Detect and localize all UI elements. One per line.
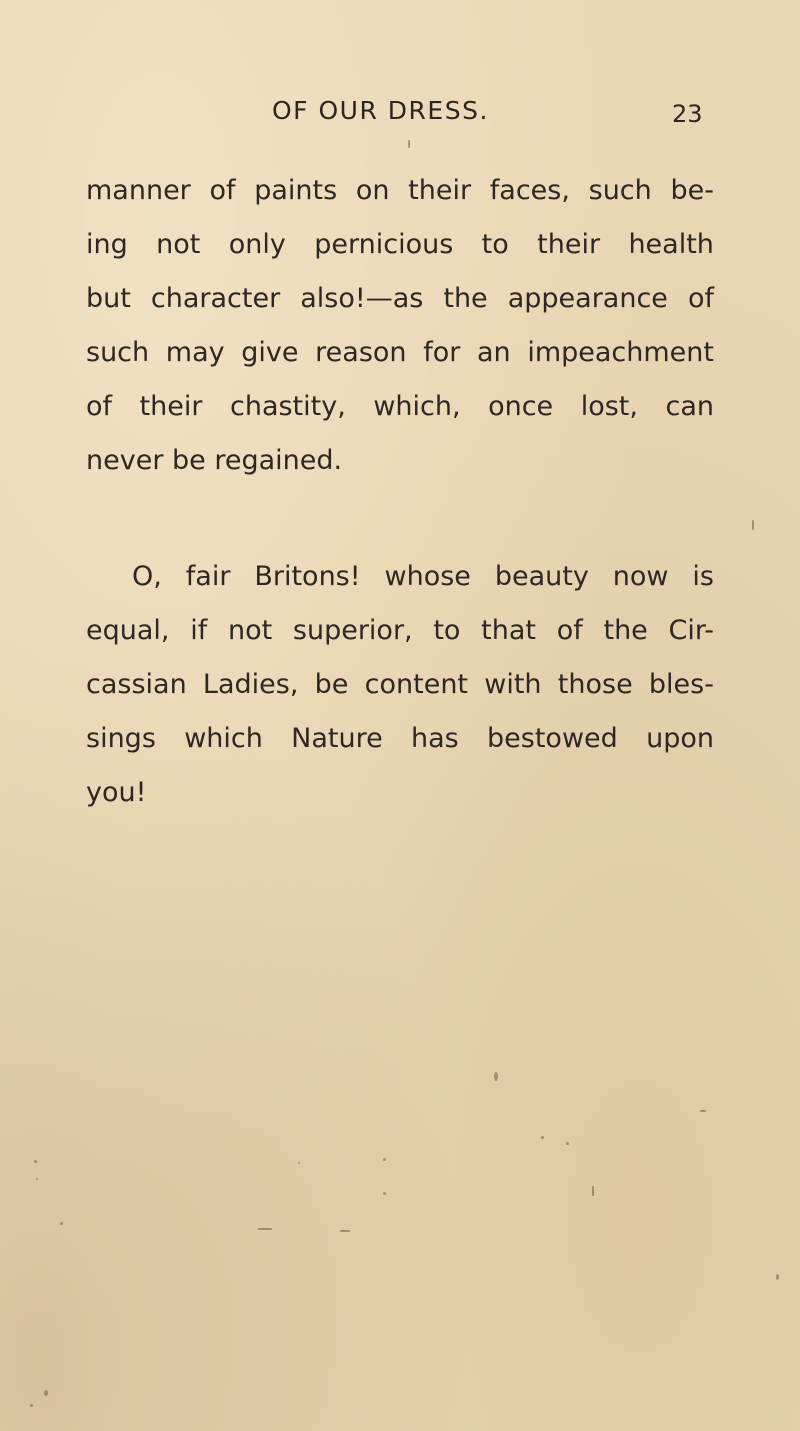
word: appearance [507,283,668,314]
word: manner [86,175,191,206]
paper-speck [30,1404,33,1407]
word: fair [185,561,231,592]
word: cassian [86,669,187,700]
text-line: never be regained. [86,445,343,476]
running-head [0,96,800,136]
word: be [314,669,349,700]
word: also!—as [300,283,424,314]
word: faces, [489,175,570,206]
word: but [86,283,131,314]
word: not [156,229,201,260]
word: that [481,615,537,646]
text-line [86,380,714,434]
word: O, [132,561,162,592]
word: which, [373,391,461,422]
word: to [481,229,509,260]
word: which [184,723,263,754]
paragraph-2 [86,550,714,820]
text-line [86,164,714,218]
text-line [86,272,714,326]
word: equal, [86,615,170,646]
paper-speck [258,1228,272,1230]
paragraph-gap [86,488,714,550]
word: their [408,175,472,206]
paper-speck [36,1178,38,1180]
text-line [86,604,714,658]
word: can [665,391,714,422]
word: only [228,229,286,260]
word: those [557,669,633,700]
paragraph-1 [86,164,714,488]
word: may [165,337,225,368]
word: Cir- [668,615,714,646]
paper-speck [44,1390,48,1396]
word: bles- [648,669,714,700]
paper-speck [60,1222,63,1225]
word: whose [384,561,471,592]
word: beauty [494,561,589,592]
word: if [190,615,208,646]
word: reason [315,337,407,368]
word: content [364,669,469,700]
word: for [423,337,461,368]
word: such [86,337,150,368]
word: superior, [292,615,413,646]
word: their [537,229,601,260]
text-line [86,550,714,604]
word: the [443,283,488,314]
paper-speck [340,1230,350,1232]
text-line [86,218,714,272]
paper-speck [298,1162,300,1164]
word: chastity, [229,391,346,422]
word: on [355,175,390,206]
word: once [488,391,554,422]
word: ing [86,229,128,260]
word: pernicious [314,229,454,260]
word: health [628,229,714,260]
word: be- [670,175,714,206]
text-line [86,326,714,380]
word: Nature [291,723,383,754]
paper-speck [752,520,754,530]
running-title: OF OUR DRESS. [272,96,489,125]
paper-speck [34,1160,37,1163]
paper-speck [494,1072,498,1081]
word: bestowed [487,723,618,754]
text-line [86,658,714,712]
paper-speck [776,1274,779,1280]
word: give [241,337,299,368]
word: of [556,615,583,646]
word: Britons! [254,561,361,592]
paper-speck [541,1136,544,1139]
word: lost, [580,391,638,422]
word: their [139,391,203,422]
word: the [603,615,648,646]
word: such [588,175,652,206]
word: character [150,283,281,314]
page-number: 23 [672,100,703,128]
body-text [86,164,714,820]
paper-speck [566,1142,569,1145]
paper-speck [383,1192,386,1195]
word: of [209,175,236,206]
word: not [227,615,273,646]
word: now [612,561,669,592]
paper-speck [383,1158,386,1161]
word: has [411,723,459,754]
word: to [433,615,461,646]
word: Ladies, [202,669,299,700]
word: of [687,283,714,314]
word: with [484,669,542,700]
paper-speck [700,1110,706,1112]
word: paints [254,175,338,206]
word: sings [86,723,156,754]
word: is [692,561,714,592]
word: upon [646,723,714,754]
paper-speck [592,1186,594,1196]
text-line: you! [86,777,147,808]
word: of [86,391,113,422]
word: impeachment [527,337,714,368]
word: an [476,337,511,368]
paper-speck [408,140,410,148]
text-line [86,712,714,766]
